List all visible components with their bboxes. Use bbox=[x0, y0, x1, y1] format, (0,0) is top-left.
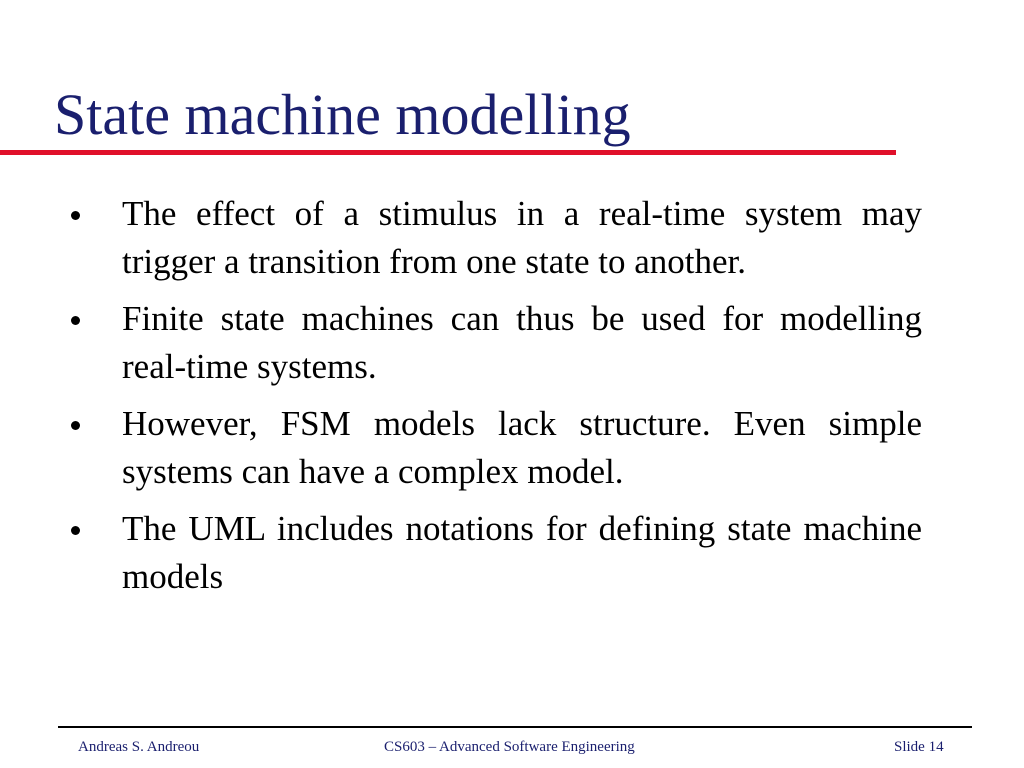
bullet-dot-icon bbox=[71, 421, 80, 430]
footer-divider bbox=[58, 726, 972, 728]
footer-author: Andreas S. Andreou bbox=[78, 739, 200, 755]
bullet-item bbox=[122, 400, 922, 496]
bullet-text: The effect of a stimulus in a real-time system may trigger a transition from one state to another. bbox=[122, 194, 922, 281]
bullet-dot-icon bbox=[71, 526, 80, 535]
footer-course: CS603 – Advanced Software Engineering bbox=[384, 739, 635, 755]
bullet-dot-icon bbox=[71, 211, 80, 220]
bullet-item bbox=[122, 505, 922, 601]
title-underline bbox=[0, 150, 896, 155]
bullet-text: Finite state machines can thus be used for modelling real-time systems. bbox=[122, 299, 922, 386]
bullet-item bbox=[122, 295, 922, 391]
bullet-dot-icon bbox=[71, 316, 80, 325]
bullet-item bbox=[122, 190, 922, 286]
bullet-text: The UML includes notations for defining state machine models bbox=[122, 509, 922, 596]
footer-slide-number: Slide 14 bbox=[894, 739, 944, 755]
bullet-text: However, FSM models lack structure. Even simple systems can have a complex model. bbox=[122, 404, 922, 491]
slide-title: State machine modelling bbox=[54, 82, 631, 147]
bullet-list bbox=[0, 190, 922, 610]
